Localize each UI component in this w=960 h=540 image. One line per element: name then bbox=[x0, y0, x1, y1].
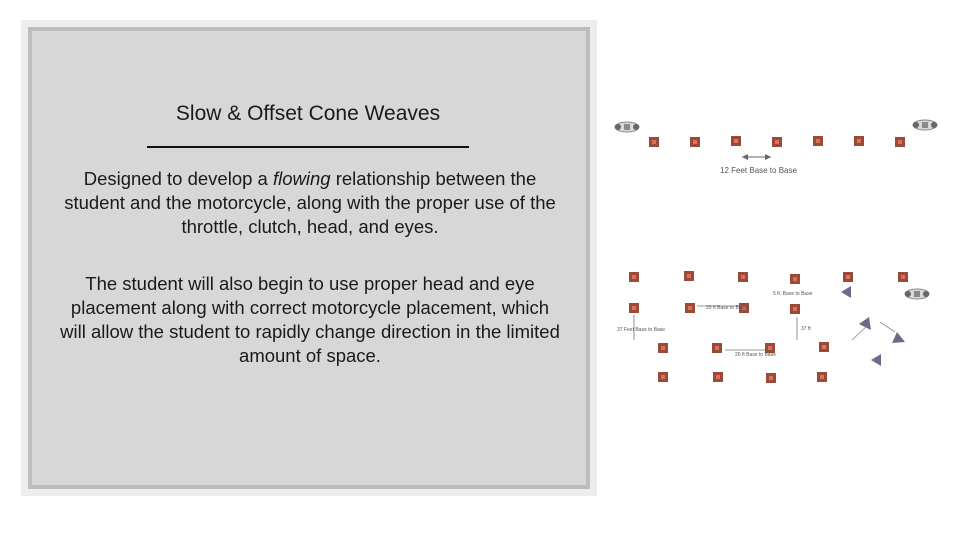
p1-text-before: Designed to develop a bbox=[83, 168, 273, 189]
cone-icon bbox=[658, 372, 668, 382]
motorcycle-icon bbox=[913, 120, 937, 130]
cone-icon bbox=[813, 136, 823, 146]
cone-icon bbox=[843, 272, 853, 282]
cone-icon bbox=[766, 373, 776, 383]
motorcycle-icon bbox=[615, 122, 639, 132]
dimension-label: 5 ft. Base to Base bbox=[773, 291, 813, 297]
cone-icon bbox=[712, 343, 722, 353]
cone-icon bbox=[898, 272, 908, 282]
cone-icon bbox=[738, 272, 748, 282]
dimension-label: 37 Feet Base to Base bbox=[617, 327, 666, 333]
cone-icon bbox=[658, 343, 668, 353]
spacing-label: 12 Feet Base to Base bbox=[720, 166, 797, 175]
p1-emphasis: flowing bbox=[272, 168, 331, 189]
arrow-right-icon bbox=[765, 154, 771, 160]
cone-icon bbox=[684, 271, 694, 281]
slow-cone-weave-diagram bbox=[615, 120, 937, 175]
cone-icon bbox=[854, 136, 864, 146]
cone-icon bbox=[649, 137, 659, 147]
dimension-label: 20 ft Base to Base bbox=[706, 305, 747, 311]
cone-icon bbox=[772, 137, 782, 147]
dimension-label: 37 ft bbox=[801, 326, 811, 332]
cone-icon bbox=[629, 272, 639, 282]
path-line bbox=[852, 326, 867, 340]
cone-icon bbox=[817, 372, 827, 382]
cone-icon bbox=[629, 303, 639, 313]
dimension-label: 20 ft Base to Base bbox=[735, 352, 776, 358]
cone-icon bbox=[819, 342, 829, 352]
offset-cone-weave-diagram bbox=[617, 271, 929, 383]
direction-arrow-icon bbox=[892, 332, 905, 343]
cone-icon bbox=[690, 137, 700, 147]
cone-icon bbox=[713, 372, 723, 382]
cone-icon bbox=[790, 274, 800, 284]
direction-arrow-icon bbox=[871, 354, 881, 366]
cone-icon bbox=[895, 137, 905, 147]
path-line bbox=[880, 322, 895, 332]
cone-icon bbox=[731, 136, 741, 146]
description-paragraph-1 bbox=[60, 167, 560, 239]
arrow-left-icon bbox=[742, 154, 748, 160]
p1-text-after: relationship between the student and the motorcycle, along with the proper use of the throttle, clutch, head, and eyes. bbox=[64, 168, 556, 237]
title-underline bbox=[147, 146, 469, 148]
motorcycle-icon bbox=[905, 289, 929, 299]
direction-arrow-icon bbox=[841, 286, 851, 298]
cone-icon bbox=[790, 304, 800, 314]
cone-weave-diagrams bbox=[605, 100, 945, 400]
description-paragraph-2: The student will also begin to use proper head and eye placement along with correct motorcycle placement, which will allow the student to rapidly change direction in the limited amount of space. bbox=[60, 273, 560, 366]
content-panel bbox=[28, 27, 590, 489]
cone-icon bbox=[685, 303, 695, 313]
slide-title: Slow & Offset Cone Weaves bbox=[175, 102, 441, 125]
